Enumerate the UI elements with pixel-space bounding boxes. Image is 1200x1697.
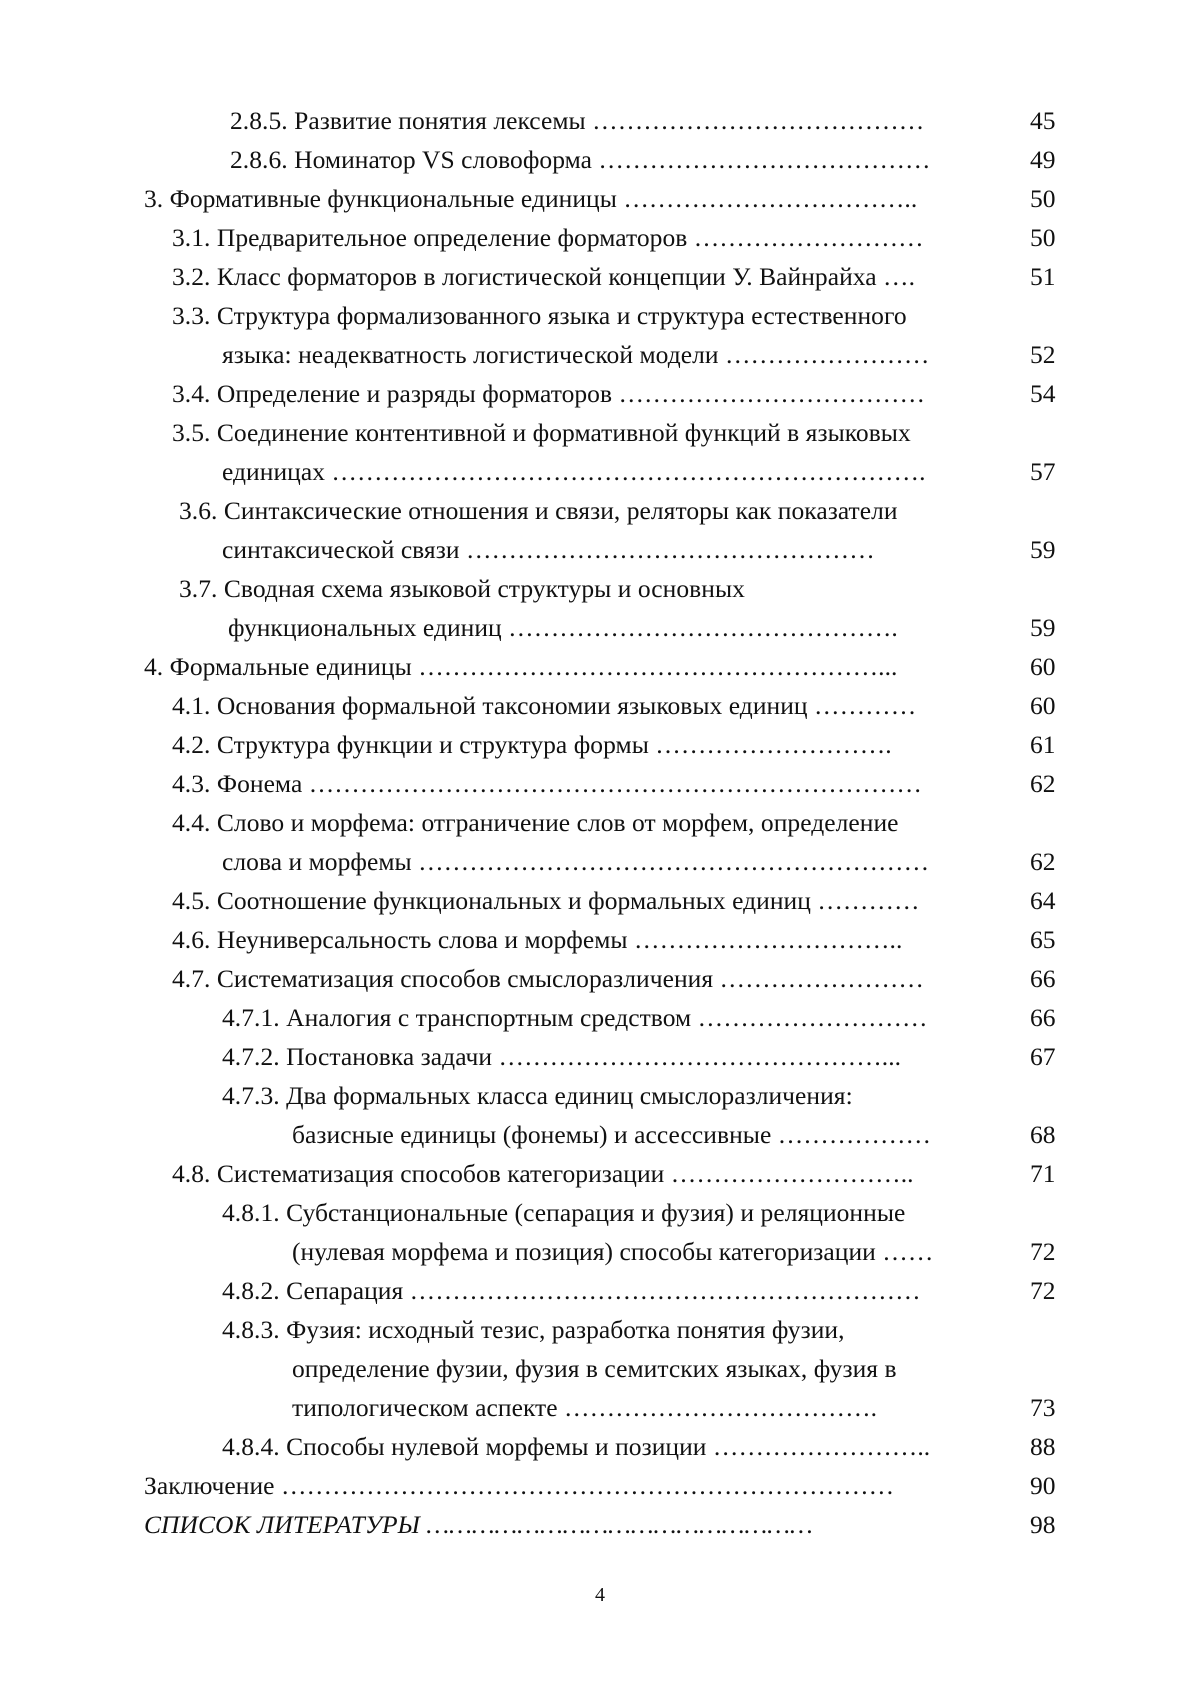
toc-line-3-1: 3.1. Предварительное определение форматоров ……………………… xyxy=(172,223,924,252)
toc-line-3: 3. Формативные функциональные единицы …………………………….. xyxy=(144,184,918,213)
toc-line-4-8-3: 4.8.3. Фузия: исходный тезис, разработка понятия фузии, xyxy=(222,1315,845,1344)
toc-page-2-8-5: 45 xyxy=(1030,106,1056,135)
toc-page-4-1: 60 xyxy=(1030,691,1056,720)
toc-line-4-8-3-cont1: определение фузии, фузия в семитских языках, фузия в xyxy=(292,1354,897,1383)
toc-line-3-5-cont: единицах ……………………………………………………………. xyxy=(222,457,926,486)
toc-page-4-7-2: 67 xyxy=(1030,1042,1056,1071)
toc-line-2-8-5: 2.8.5. Развитие понятия лексемы ………………………………… xyxy=(230,106,925,135)
toc-line-4-8-2: 4.8.2. Сепарация …………………………………………………… xyxy=(222,1276,921,1305)
toc-page-4-8: 71 xyxy=(1030,1159,1056,1188)
toc-page-4-7: 66 xyxy=(1030,964,1056,993)
toc-line-4-8-1: 4.8.1. Субстанциональные (сепарация и фузия) и реляционные xyxy=(222,1198,906,1227)
toc-page-4-7-1: 66 xyxy=(1030,1003,1056,1032)
toc-page-2-8-6: 49 xyxy=(1030,145,1056,174)
page-number: 4 xyxy=(595,1584,605,1606)
toc-line-4-1: 4.1. Основания формальной таксономии языковых единиц ………… xyxy=(172,691,917,720)
toc-page-3-6: 59 xyxy=(1030,535,1056,564)
toc-line-4-6: 4.6. Неуниверсальность слова и морфемы ………………………….. xyxy=(172,925,903,954)
toc-line-3-2: 3.2. Класс форматоров в логистической концепции У. Вайнрайха …. xyxy=(172,262,916,291)
toc-page-3-3: 52 xyxy=(1030,340,1056,369)
toc-page-4: 60 xyxy=(1030,652,1056,681)
toc-line-3-6-cont: синтаксической связи ………………………………………… xyxy=(222,535,875,564)
toc-page-4-6: 65 xyxy=(1030,925,1056,954)
toc-line-3-6: 3.6. Синтаксические отношения и связи, реляторы как показатели xyxy=(179,496,898,525)
toc-page-4-2: 61 xyxy=(1030,730,1056,759)
toc-line-3-4: 3.4. Определение и разряды форматоров ……………………………… xyxy=(172,379,926,408)
toc-line-4-2: 4.2. Структура функции и структура формы ………………………. xyxy=(172,730,892,759)
toc-page-4-8-2: 72 xyxy=(1030,1276,1056,1305)
toc-line-bibliography: СПИСОК ЛИТЕРАТУРЫ …………………………………………… xyxy=(144,1510,813,1539)
toc-line-3-7: 3.7. Сводная схема языковой структуры и основных xyxy=(179,574,745,603)
toc-line-4-4-cont: слова и морфемы …………………………………………………… xyxy=(222,847,930,876)
toc-page-conclusion: 90 xyxy=(1030,1471,1056,1500)
toc-page-4-4: 62 xyxy=(1030,847,1056,876)
toc-page-4-7-3: 68 xyxy=(1030,1120,1056,1149)
toc-page-3-4: 54 xyxy=(1030,379,1056,408)
toc-line-4-7-2: 4.7.2. Постановка задачи ………………………………………... xyxy=(222,1042,902,1071)
toc-line-2-8-6: 2.8.6. Номинатор VS словоформа ………………………………… xyxy=(230,145,931,174)
toc-line-conclusion: Заключение ……………………………………………………………… xyxy=(144,1471,895,1500)
toc-page-3-1: 50 xyxy=(1030,223,1056,252)
toc-line-4-5: 4.5. Соотношение функциональных и формальных единиц ………… xyxy=(172,886,920,915)
toc-line-4-7-1: 4.7.1. Аналогия с транспортным средством ……………………… xyxy=(222,1003,928,1032)
toc-page-3-2: 51 xyxy=(1030,262,1056,291)
toc-line-4: 4. Формальные единицы ………………………………………………... xyxy=(144,652,898,681)
toc-page-3: 50 xyxy=(1030,184,1056,213)
toc-page-bibliography: 98 xyxy=(1030,1510,1056,1539)
toc-page-4-3: 62 xyxy=(1030,769,1056,798)
toc-line-4-8-3-cont2: типологическом аспекте ………………………………. xyxy=(292,1393,878,1422)
toc-line-3-7-cont: функциональных единиц ………………………………………. xyxy=(228,613,898,642)
toc-line-4-7-3: 4.7.3. Два формальных класса единиц смыслоразличения: xyxy=(222,1081,853,1110)
toc-line-4-4: 4.4. Слово и морфема: отграничение слов от морфем, определение xyxy=(172,808,899,837)
toc-page-4-8-1: 72 xyxy=(1030,1237,1056,1266)
toc-page-4-8-3: 73 xyxy=(1030,1393,1056,1422)
toc-line-4-7: 4.7. Систематизация способов смыслоразличения …………………… xyxy=(172,964,924,993)
toc-page-3-7: 59 xyxy=(1030,613,1056,642)
toc-page-4-8-4: 88 xyxy=(1030,1432,1056,1461)
toc-line-4-3: 4.3. Фонема ……………………………………………………………… xyxy=(172,769,922,798)
toc-page-3-5: 57 xyxy=(1030,457,1056,486)
toc-line-3-3: 3.3. Структура формализованного языка и структура естественного xyxy=(172,301,907,330)
toc-page-4-5: 64 xyxy=(1030,886,1056,915)
toc-line-4-8: 4.8. Систематизация способов категоризации ……………………….. xyxy=(172,1159,914,1188)
toc-line-4-7-3-cont: базисные единицы (фонемы) и ассессивные ……………… xyxy=(292,1120,932,1149)
toc-line-4-8-4: 4.8.4. Способы нулевой морфемы и позиции …………………….. xyxy=(222,1432,931,1461)
toc-line-3-5: 3.5. Соединение контентивной и формативной функций в языковых xyxy=(172,418,911,447)
toc-line-4-8-1-cont: (нулевая морфема и позиция) способы категоризации …… xyxy=(292,1237,934,1266)
toc-line-3-3-cont: языка: неадекватность логистической модели …………………… xyxy=(222,340,930,369)
